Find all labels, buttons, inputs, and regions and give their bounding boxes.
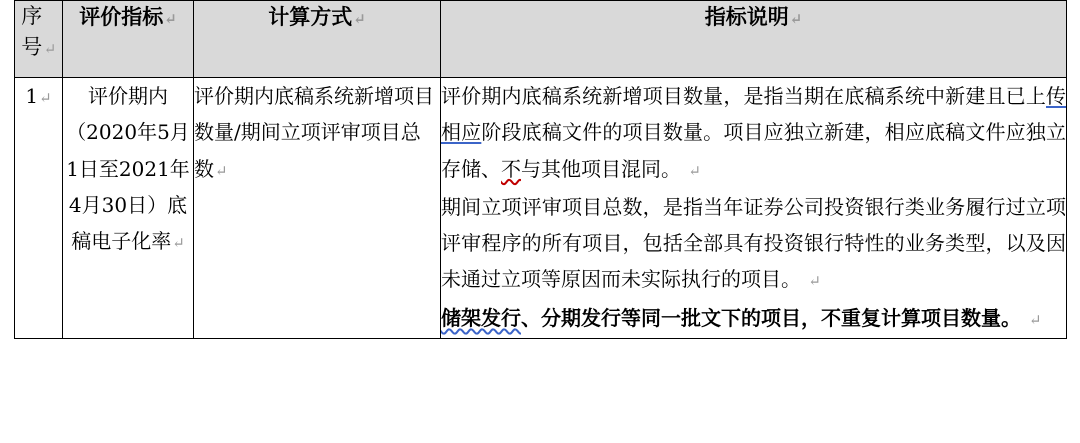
- paragraph-mark-icon: ↵: [39, 89, 52, 107]
- description-text: 评价期内底稿系统新增项目数量，是指当期在底稿系统中新建且已上: [441, 84, 1046, 108]
- header-metric-description: [441, 1, 1067, 78]
- row-metric-description-cell: [441, 78, 1067, 339]
- evaluation-metrics-table: [14, 0, 1067, 339]
- description-text: 与其他项目混同。: [521, 156, 681, 181]
- row-calculation-method-cell: [194, 78, 441, 339]
- row-calculation-method: 评价期内底稿系统新增项目数量/期间立项评审项目总数: [194, 84, 434, 181]
- paragraph-mark-icon: ↵: [789, 10, 803, 28]
- header-calculation-method: [194, 1, 441, 78]
- paragraph-mark-icon: ↵: [43, 40, 57, 58]
- table-header-row: [15, 1, 1067, 78]
- paragraph-mark-icon: ↵: [215, 161, 228, 180]
- header-serial-number: [15, 1, 63, 78]
- paragraph-mark-icon: ↵: [353, 10, 366, 28]
- paragraph-mark-icon: ↵: [1028, 310, 1042, 329]
- description-text-grammar-mark: 储架发行: [441, 305, 521, 330]
- description-paragraph-new-projects: [441, 78, 1066, 189]
- paragraph-mark-icon: ↵: [164, 10, 177, 28]
- header-serial-number-label: 序号: [21, 4, 43, 59]
- paragraph-mark-icon: ↵: [688, 161, 701, 180]
- header-metric-description-label: 指标说明: [704, 4, 789, 29]
- description-paragraph-total-projects: [441, 189, 1066, 300]
- header-calculation-method-label: 计算方式: [268, 4, 353, 29]
- description-text-spellcheck: 不: [501, 156, 521, 181]
- description-paragraph-no-duplicate-count: [441, 300, 1066, 338]
- description-text: 阶段底稿文件的项目数量。项目应独立新建，相应底稿文件应独立存储、: [441, 120, 1067, 181]
- description-text: 、分期发行等同一批文下的项目，不重复计算项目数量。: [521, 305, 1021, 330]
- description-text-underlined: 传相应: [441, 84, 1066, 145]
- row-metric-name-cell: [63, 78, 194, 339]
- description-text: 期间立项评审项目总数，是指当年证券公司投资银行类业务履行过立项评审程序的所有项目，包括全部具有投资银行特性的业务类型，以及因未通过立项等原因而未实际执行的项目。: [441, 194, 1066, 292]
- row-metric-name: 评价期内（2020年5月1日至2021年4月30日）底稿电子化率: [66, 84, 190, 254]
- paragraph-mark-icon: ↵: [172, 234, 185, 253]
- row-serial-number-cell: [15, 78, 63, 339]
- header-metric-name-label: 评价指标: [79, 4, 164, 29]
- row-serial-number: 1: [25, 84, 39, 108]
- paragraph-mark-icon: ↵: [808, 272, 821, 291]
- table-row: [15, 78, 1067, 339]
- header-metric-name: [63, 1, 194, 78]
